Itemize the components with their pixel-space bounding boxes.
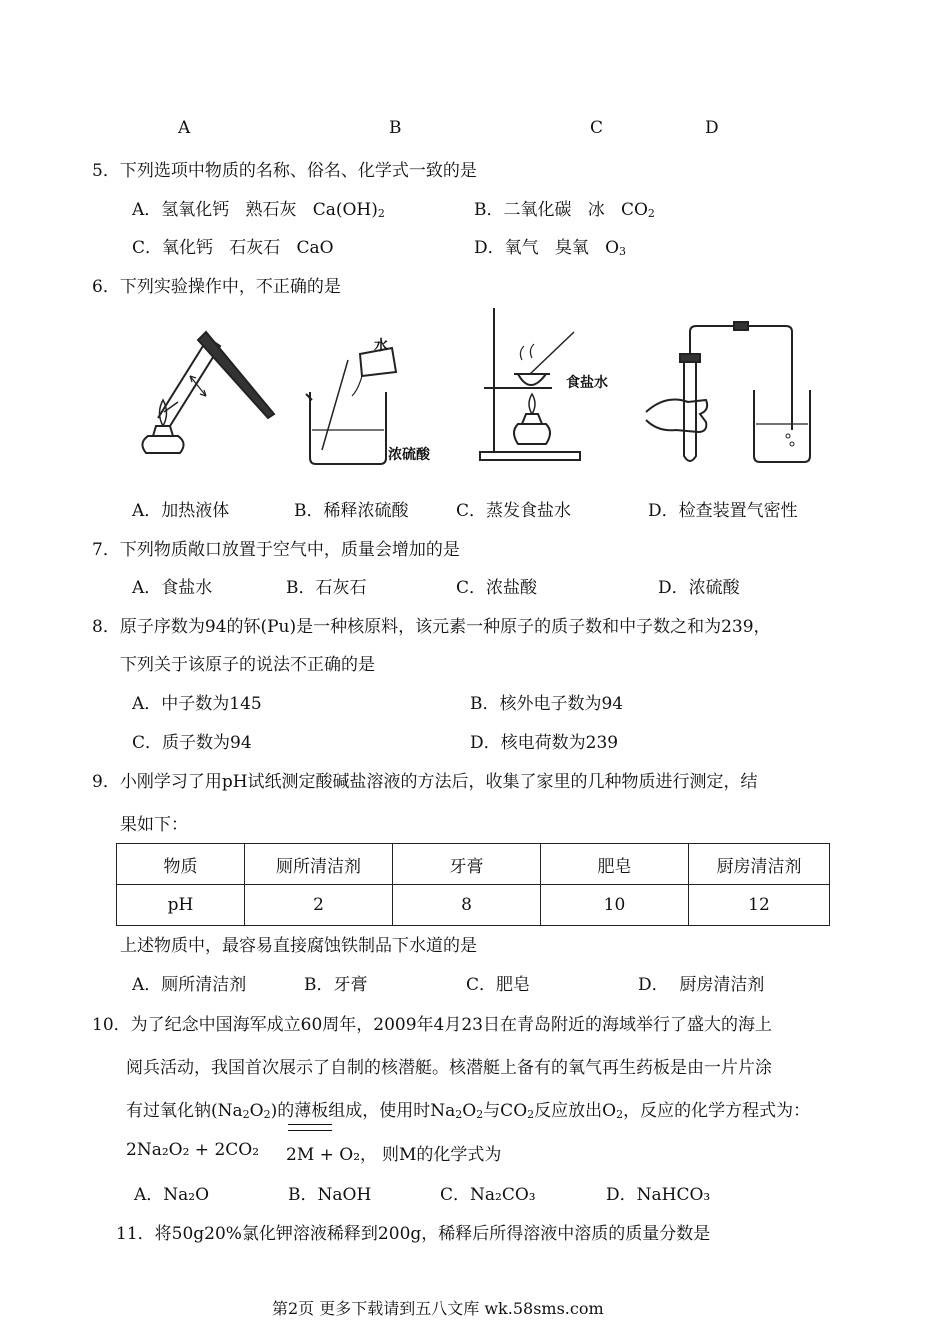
q6-stem: 6．下列实验操作中，不正确的是 <box>92 277 341 297</box>
equation-equals-sign <box>288 1124 332 1131</box>
glass-rod <box>322 360 348 450</box>
q8-stem-line1: 8．原子序数为94的钚(Pu)是一种核原料，该元素一种原子的质子数和中子数之和为239， <box>92 617 771 637</box>
q6-option-b: B．稀释浓硫酸 <box>294 501 409 521</box>
table-cell: 8 <box>393 885 541 926</box>
q8-option-c: C．质子数为94 <box>132 733 252 753</box>
q6-option-a: A．加热液体 <box>132 501 230 521</box>
q5-option-b: B．二氧化碳 冰 $CO_2$ <box>474 200 655 220</box>
beaker <box>310 392 386 464</box>
q10-option-d: D．NaHCO₃ <box>606 1185 711 1205</box>
hand <box>646 400 707 432</box>
q10-line3: 有过氧化钠$(Na_2O_2)$的薄板组成，使用时$Na_2O_2$与$CO_2$反应放出$O_2$，反应的化学方程式为： <box>126 1101 811 1121</box>
q5-option-a: A．氢氧化钙 熟石灰 $Ca(OH)_2$ <box>132 200 385 220</box>
q8-option-d: D．核电荷数为239 <box>470 733 619 753</box>
q10-equation-left: 2Na₂O₂ + 2CO₂ <box>126 1140 260 1160</box>
stand-base <box>480 452 580 460</box>
q5-option-d: D．氧气 臭氧 $O_3$ <box>474 238 627 258</box>
table-cell: 10 <box>541 885 689 926</box>
evaporating-dish <box>518 374 546 385</box>
q8-option-b: B．核外电子数为94 <box>470 694 624 714</box>
q6-option-c: C．蒸发食盐水 <box>456 501 572 521</box>
page-footer: 第2页 更多下载请到五八文库 wk.58sms.com <box>272 1299 604 1318</box>
test-tube-holder <box>198 332 274 418</box>
stirring-rod <box>530 332 574 374</box>
water-label: 水 <box>374 338 388 354</box>
ph-table <box>116 843 830 926</box>
q9-stem-line2: 果如下： <box>120 815 188 835</box>
sulfuric-label: 浓硫酸 <box>388 447 430 463</box>
q10-line2: 阅兵活动，我国首次展示了自制的核潜艇。核潜艇上备有的氧气再生药板是由一片片涂 <box>126 1058 772 1078</box>
top-label-d: D <box>705 118 719 138</box>
q7-option-c: C．浓盐酸 <box>456 578 538 598</box>
table-cell: 牙膏 <box>393 844 541 885</box>
q9-option-a: A．厕所清洁剂 <box>132 975 247 995</box>
q9-question: 上述物质中，最容易直接腐蚀铁制品下水道的是 <box>120 936 477 956</box>
q9-option-d: D． 厨房清洁剂 <box>638 975 765 995</box>
table-cell: 物质 <box>117 844 245 885</box>
table-row <box>117 885 830 926</box>
q8-option-a: A．中子数为145 <box>132 694 262 714</box>
q10-option-c: C．Na₂CO₃ <box>440 1185 536 1205</box>
top-label-a: A <box>178 118 191 138</box>
table-row <box>117 844 830 885</box>
q10-option-b: B．NaOH <box>288 1185 372 1205</box>
table-cell: 2 <box>245 885 393 926</box>
table-cell: 12 <box>689 885 830 926</box>
q5-option-c: C．氧化钙 石灰石 CaO <box>132 238 334 258</box>
q7-stem: 7．下列物质敞口放置于空气中，质量会增加的是 <box>92 540 460 560</box>
top-label-c: C <box>590 118 604 138</box>
airtightness-figure <box>636 320 816 470</box>
beaker <box>754 390 810 462</box>
q10-equation-right: 2M + O₂， <box>286 1145 378 1165</box>
q10-line1: 10．为了纪念中国海军成立60周年，2009年4月23日在青岛附近的海域举行了盛大的海上 <box>92 1015 772 1035</box>
table-cell: 肥皂 <box>541 844 689 885</box>
q7-option-a: A．食盐水 <box>132 578 213 598</box>
top-label-b: B <box>389 118 402 138</box>
q6-option-d: D．检查装置气密性 <box>648 501 798 521</box>
brine-label: 食盐水 <box>566 375 608 391</box>
table-cell: 厕所清洁剂 <box>245 844 393 885</box>
alcohol-lamp <box>514 424 550 444</box>
q10-equation-tail: 则M的化学式为 <box>382 1145 502 1165</box>
q7-option-d: D．浓硫酸 <box>658 578 740 598</box>
q5-stem: 5．下列选项中物质的名称、俗名、化学式一致的是 <box>92 161 477 181</box>
q9-option-b: B．牙膏 <box>304 975 368 995</box>
table-cell: 厨房清洁剂 <box>689 844 830 885</box>
q10-option-a: A．Na₂O <box>134 1185 210 1205</box>
alcohol-lamp <box>142 436 183 453</box>
test-tube <box>684 360 696 461</box>
q7-option-b: B．石灰石 <box>286 578 367 598</box>
table-cell: pH <box>117 885 245 926</box>
q11-stem: 11．将50g20%氯化钾溶液稀释到200g，稀释后所得溶液中溶质的质量分数是 <box>116 1224 711 1244</box>
q9-option-c: C．肥皂 <box>466 975 531 995</box>
q8-stem-line2: 下列关于该原子的说法不正确的是 <box>120 655 375 675</box>
q9-stem-line1: 9．小刚学习了用pH试纸测定酸碱盐溶液的方法后，收集了家里的几种物质进行测定，结 <box>92 772 758 792</box>
delivery-tube <box>690 326 792 430</box>
heating-liquid-figure <box>128 318 278 468</box>
